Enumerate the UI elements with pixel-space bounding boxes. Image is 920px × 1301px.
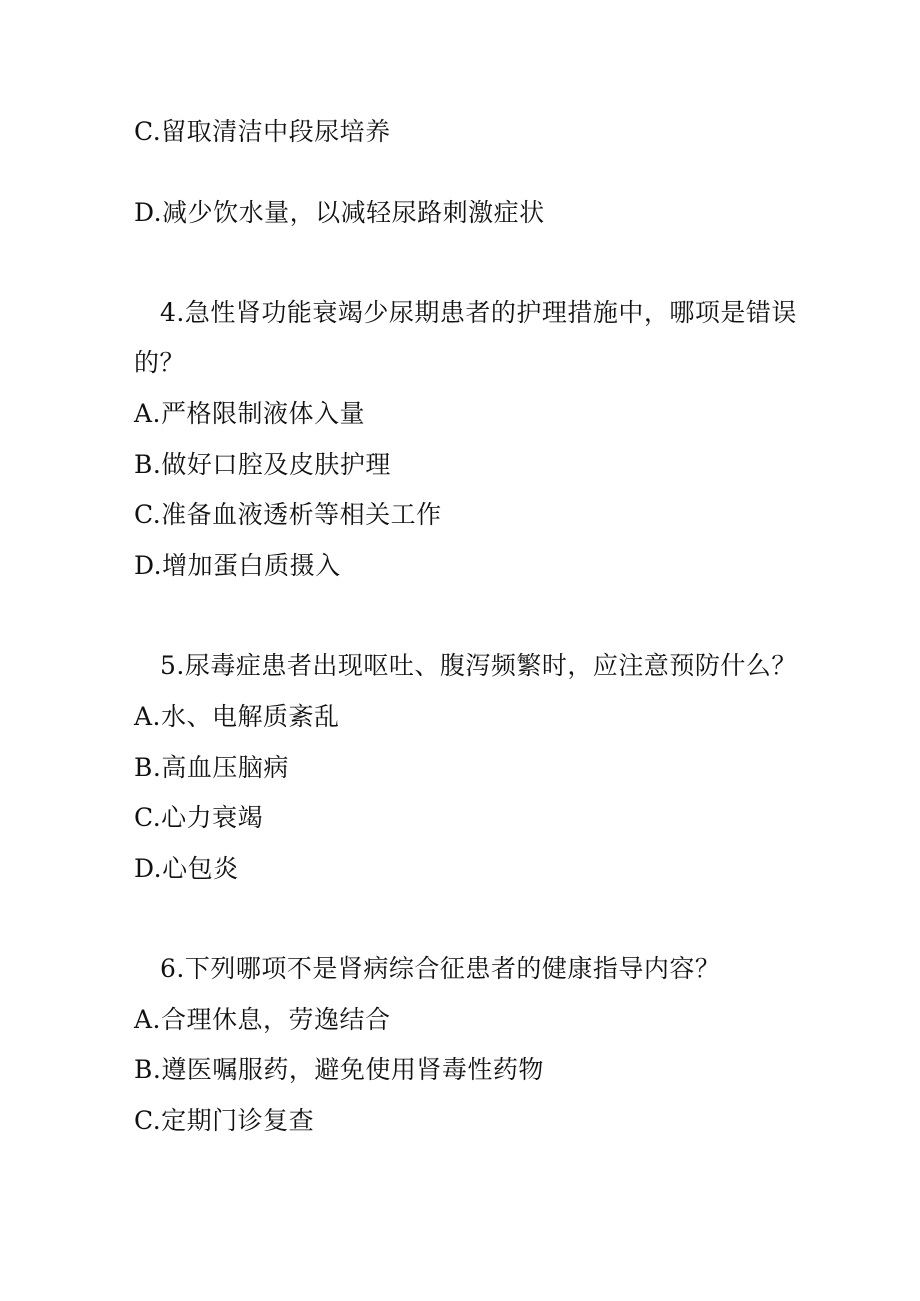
option-a-q6: A.合理休息，劳逸结合 (134, 1005, 391, 1034)
option-a-q5: A.水、电解质紊乱 (134, 702, 340, 731)
question-4-text: 4.急性肾功能衰竭少尿期患者的护理措施中，哪项是错误 (160, 298, 797, 327)
option-b-q4: B.做好口腔及皮肤护理 (134, 450, 391, 479)
question-6-text: 6.下列哪项不是肾病综合征患者的健康指导内容？ (160, 954, 721, 983)
option-a-q4: A.严格限制液体入量 (134, 399, 366, 428)
option-c-q4: C.准备血液透析等相关工作 (134, 500, 442, 529)
question-5-text: 5.尿毒症患者出现呕吐、腹泻频繁时，应注意预防什么？ (160, 651, 797, 680)
option-d-q3: D.减少饮水量，以减轻尿路刺激症状 (134, 198, 545, 227)
option-c-q5: C.心力衰竭 (134, 803, 264, 832)
option-b-q6: B.遵医嘱服药，避免使用肾毒性药物 (134, 1055, 544, 1084)
option-c-q3: C.留取清洁中段尿培养 (134, 117, 391, 146)
question-4-text-continued: 的？ (134, 348, 186, 377)
option-b-q5: B.高血压脑病 (134, 753, 289, 782)
option-d-q4: D.增加蛋白质摄入 (134, 551, 341, 580)
option-c-q6: C.定期门诊复查 (134, 1106, 315, 1135)
option-d-q5: D.心包炎 (134, 854, 239, 883)
